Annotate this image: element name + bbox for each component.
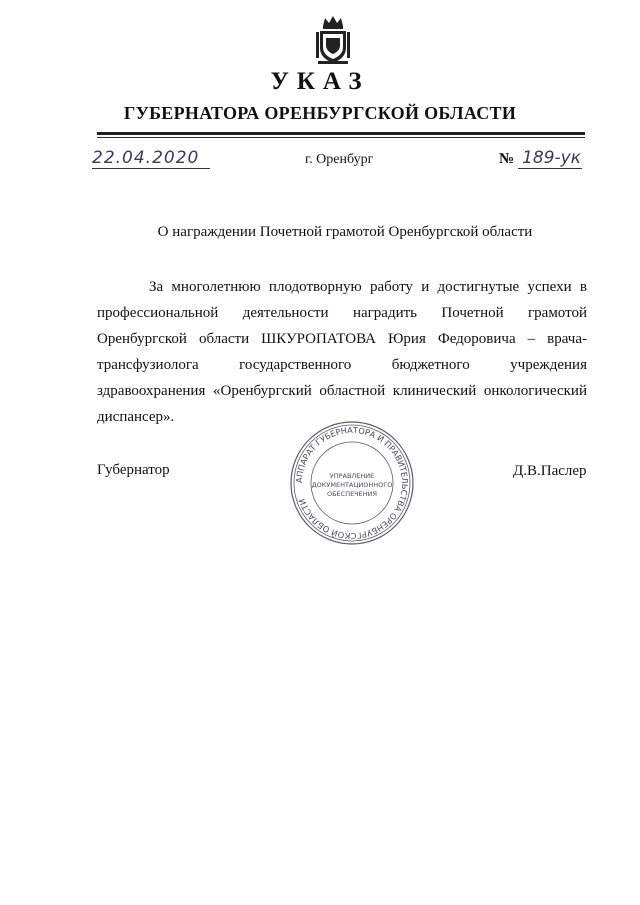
body-paragraph: За многолетнюю плодотворную работу и достигнутые успехи в профессиональной деятельности наградить Почетной грамотой Оренбургской области ШКУРОПАТОВА Юрия Федоровича – врача-трансфузиолога государственного бюджетного учреждения здравоохранения «Оренбургский областной клинический онкологический диспансер». xyxy=(97,279,587,425)
document-body xyxy=(97,274,587,430)
coat-of-arms-icon xyxy=(313,14,353,66)
seal-line-3: ОБЕСПЕЧЕНИЯ xyxy=(326,490,378,498)
seal-line-1: УПРАВЛЕНИЕ xyxy=(329,472,375,480)
seal-ring-text: АППАРАТ ГУБЕРНАТОРА И ПРАВИТЕЛЬСТВА ОРЕНБУРГСКОЙ ОБЛАСТИ xyxy=(293,424,411,542)
signatory-position: Губернатор xyxy=(97,462,170,478)
document-number xyxy=(499,148,589,169)
document-city: г. Оренбург xyxy=(305,152,374,167)
document-date: 22.04.2020 xyxy=(92,148,210,169)
issuer-subtitle: ГУБЕРНАТОРА ОРЕНБУРГСКОЙ ОБЛАСТИ xyxy=(123,103,517,123)
signatory-name: Д.В.Паслер xyxy=(513,463,587,479)
seal-line-2: ДОКУМЕНТАЦИОННОГО xyxy=(311,481,393,489)
header-rule-thick xyxy=(97,132,585,135)
document-type-title: УКАЗ xyxy=(270,68,370,95)
number-value: 189-ук xyxy=(518,148,582,169)
document-subject: О награждении Почетной грамотой Оренбургской области xyxy=(157,224,533,240)
official-seal-stamp xyxy=(289,420,415,546)
number-sign: № xyxy=(499,151,515,167)
header-rule-thin xyxy=(97,137,585,138)
